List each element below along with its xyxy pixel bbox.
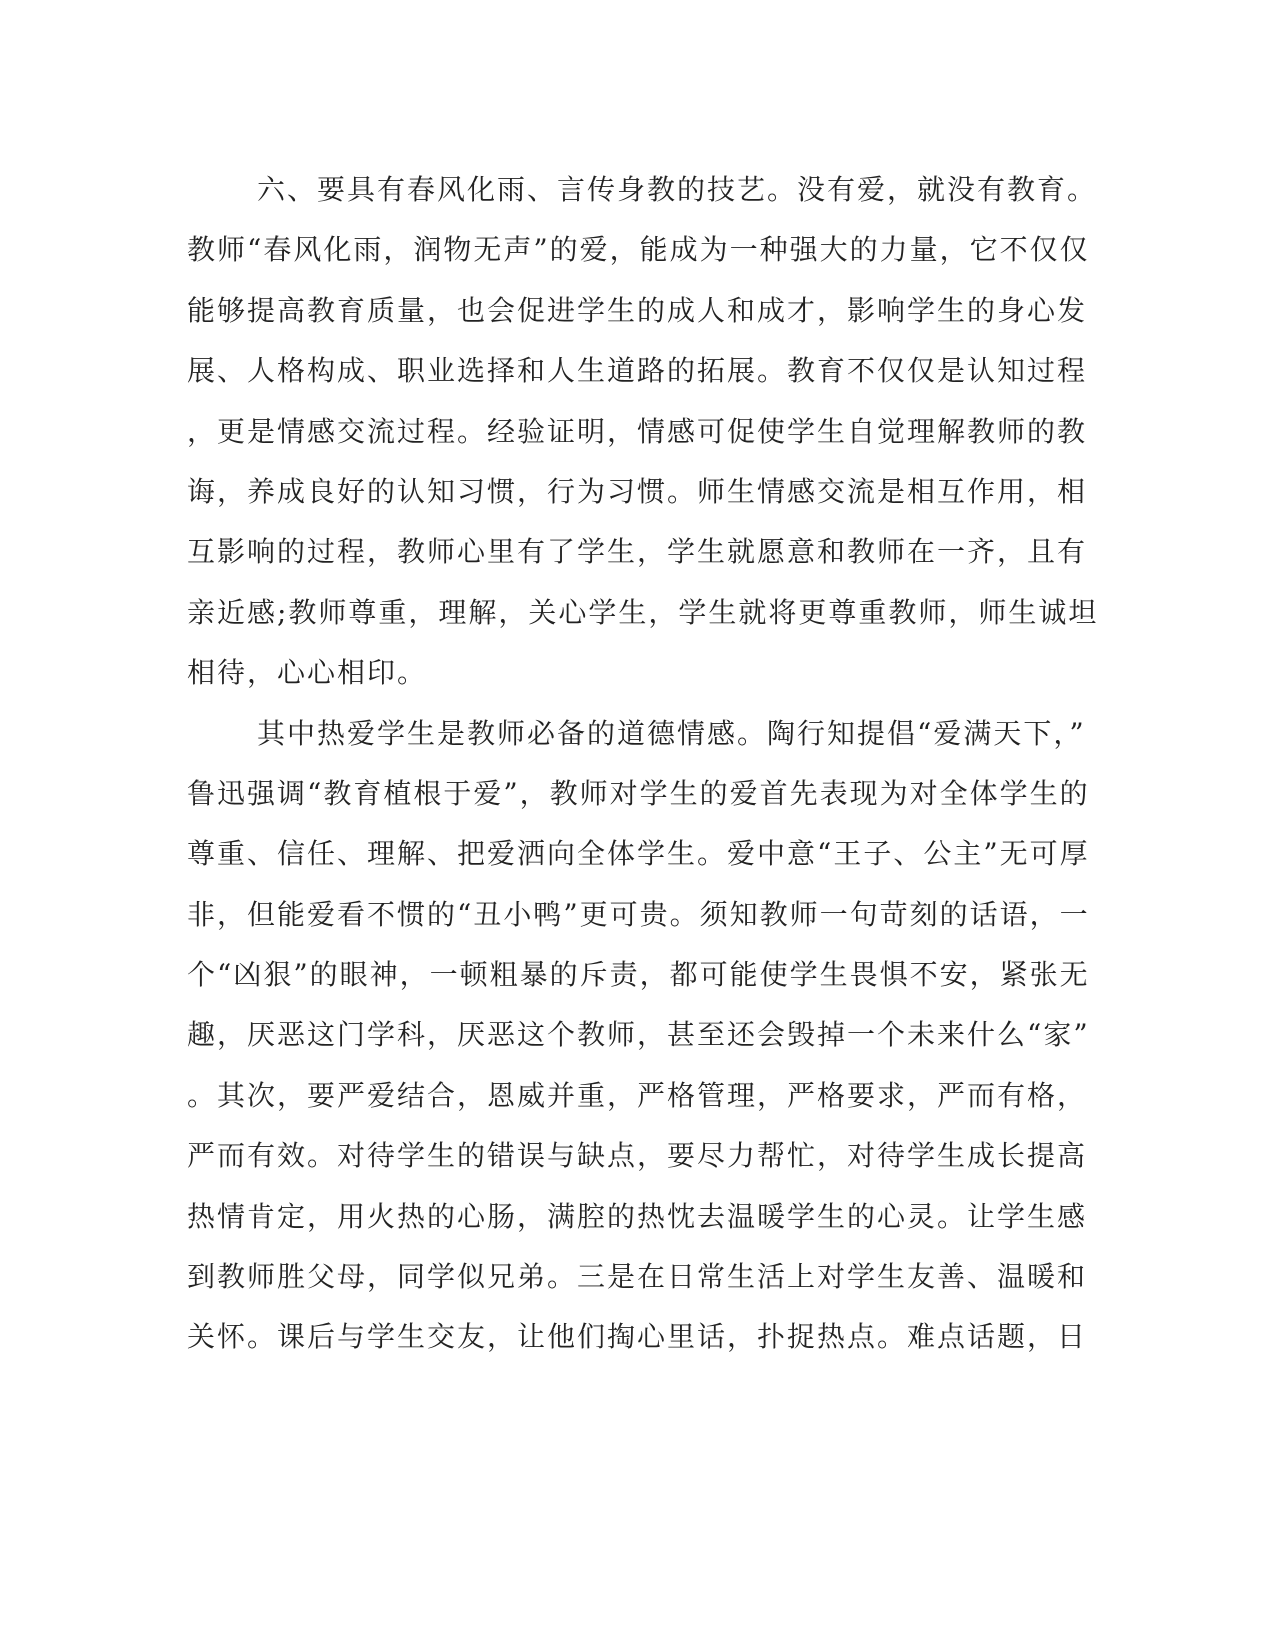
paragraph-line: 能够提高教育质量，也会促进学生的成人和成才，影响学生的身心发 — [187, 293, 1088, 327]
paragraph-2 — [187, 704, 1090, 1368]
paragraph-line: 鲁迅强调“教育植根于爱”，教师对学生的爱首先表现为对全体学生的 — [187, 776, 1090, 810]
paragraph-line: 关怀。课后与学生交友，让他们掏心里话，扑捉热点。难点话题，日 — [187, 1320, 1088, 1354]
paragraph-line: 互影响的过程，教师心里有了学生，学生就愿意和教师在一齐，且有 — [187, 535, 1088, 569]
paragraph-line: ，更是情感交流过程。经验证明，情感可促使学生自觉理解教师的教 — [187, 414, 1088, 448]
paragraph-line: 亲近感;教师尊重，理解，关心学生，学生就将更尊重教师，师生诚坦 — [187, 595, 1099, 629]
paragraph-line: 相待，心心相印。 — [187, 656, 428, 690]
paragraph-line: 。其次，要严爱结合，恩威并重，严格管理，严格要求，严而有格， — [187, 1078, 1088, 1112]
paragraph-line: 诲，养成良好的认知习惯，行为习惯。师生情感交流是相互作用，相 — [187, 474, 1088, 508]
paragraph-line: 其中热爱学生是教师必备的道德情感。陶行知提倡“爱满天下，” — [257, 716, 1086, 750]
document-body — [187, 160, 1099, 1368]
paragraph-line: 教师“春风化雨，润物无声”的爱，能成为一种强大的力量，它不仅仅 — [187, 233, 1090, 267]
paragraph-line: 非，但能爱看不惯的“丑小鸭”更可贵。须知教师一句苛刻的话语，一 — [187, 897, 1090, 931]
paragraph-line: 趣，厌恶这门学科，厌恶这个教师，甚至还会毁掉一个未来什么“家” — [187, 1018, 1090, 1052]
paragraph-line: 严而有效。对待学生的错误与缺点，要尽力帮忙，对待学生成长提高 — [187, 1139, 1088, 1173]
paragraph-line: 展、人格构成、职业选择和人生道路的拓展。教育不仅仅是认知过程 — [187, 354, 1088, 388]
paragraph-line: 个“凶狠”的眼神，一顿粗暴的斥责，都可能使学生畏惧不安，紧张无 — [187, 958, 1090, 992]
paragraph-line: 热情肯定，用火热的心肠，满腔的热忱去温暖学生的心灵。让学生感 — [187, 1199, 1088, 1233]
paragraph-line: 六、要具有春风化雨、言传身教的技艺。没有爱，就没有教育。 — [257, 173, 1098, 206]
paragraph-line: 尊重、信任、理解、把爱洒向全体学生。爱中意“王子、公主”无可厚 — [187, 837, 1090, 871]
paragraph-line: 到教师胜父母，同学似兄弟。三是在日常生活上对学生友善、温暖和 — [187, 1260, 1088, 1294]
paragraph-1 — [187, 160, 1099, 704]
